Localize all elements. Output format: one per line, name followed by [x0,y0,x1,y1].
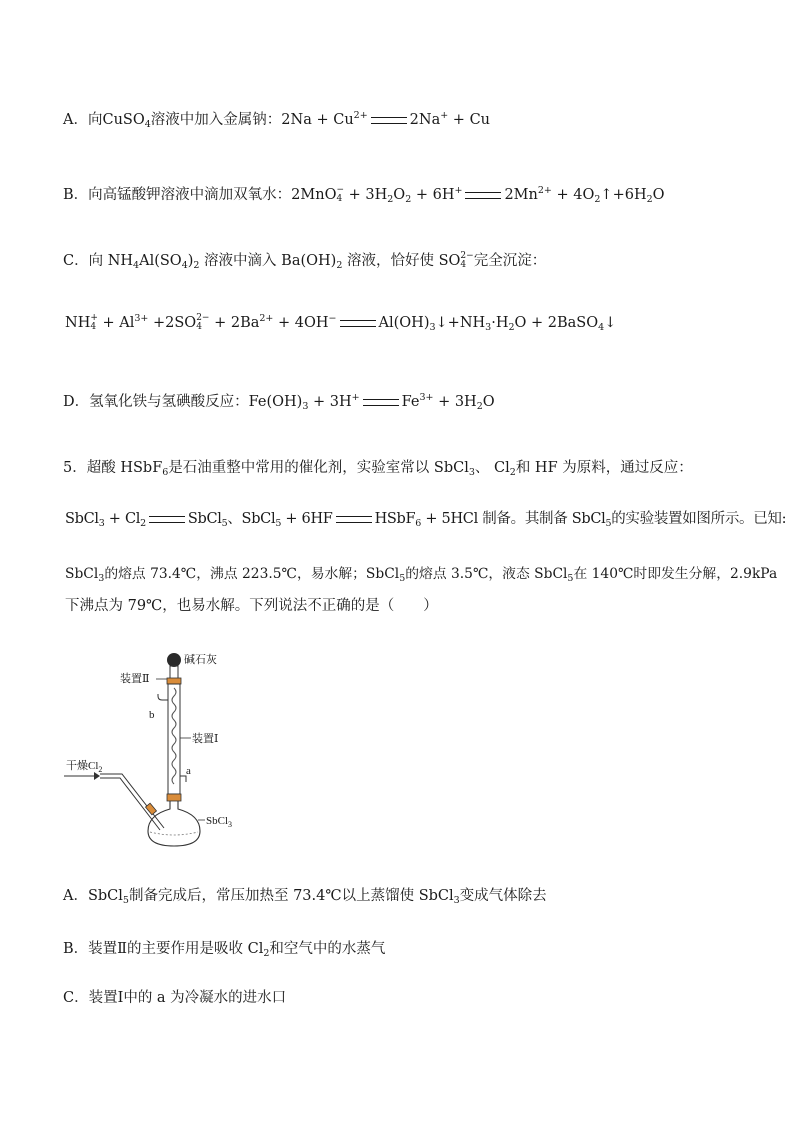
text: C．向 NH [63,253,134,269]
sub: 4 [144,119,151,130]
sub: 3 [468,467,475,478]
sub: 3 [98,518,105,529]
text: ↑+6H [600,187,647,203]
text: 下沸点为 79℃，也易水解。下列说法不正确的是（ ） [65,598,438,614]
text: + Cl [104,511,141,527]
text: D．氢氧化铁与氢碘酸反应：Fe(OH) [63,394,303,410]
text: 溶液中加入金属钠：2Na + Cu [150,112,354,128]
text: A．SbCl [63,888,123,904]
outlet-b [158,694,168,700]
text: + 6HF [281,511,333,527]
sub: 5 [122,895,129,906]
q5-stem-line2 [65,507,786,529]
subsup [336,186,344,204]
sub: 2 [193,260,200,271]
sub: 2 [646,194,653,205]
sub: 5 [399,573,406,584]
option-c-equation [65,313,616,333]
sub: 2 [594,194,601,205]
text: Al(SO [139,253,182,269]
sup: + [440,110,449,121]
sub: 2 [387,194,394,205]
label-sbcl3-sub: 3 [228,820,233,829]
apparatus-svg [64,648,264,848]
sub: 4 [196,322,202,332]
sup: 2− [460,251,474,261]
text: SbCl [187,511,222,527]
sub: 3 [453,895,460,906]
label-dry-cl2 [66,758,102,774]
text: HSbF [374,511,416,527]
apparatus-diagram [64,648,264,848]
text: B．向高锰酸钾溶液中滴加双氧水：2MnO [63,187,337,203]
round-bottom-flask [148,801,200,846]
text: ↓ [604,315,617,331]
text: 的熔点 73.4℃，沸点 223.5℃，易水解；SbCl [104,566,400,582]
text: 和空气中的水蒸气 [269,941,386,957]
sup: 3+ [419,392,434,403]
text: O [652,187,665,203]
condenser-outer [168,684,180,794]
text: 5．超酸 HSbF [63,460,163,476]
subsup [196,314,209,332]
sup: − [328,313,337,324]
text: +2SO [148,315,197,331]
sub: 5 [567,573,574,584]
option-a-q5 [63,884,547,906]
sub: 5 [275,518,282,529]
text: 是石油重整中常用的催化剂，实验室常以 SbCl [168,460,469,476]
option-b-q4 [63,183,665,205]
text: 2Na [409,112,441,128]
sup: + [351,392,360,403]
text: 2Mn [504,187,538,203]
label-device-2: 装置Ⅱ [120,673,150,685]
text: ) [187,253,194,269]
equals-sign [363,399,399,406]
sub: 3 [98,573,105,584]
text: C．装置Ⅰ中的 a 为冷凝水的进水口 [63,990,287,1006]
sup: 3+ [134,313,149,324]
text: 溶液中滴入 Ba(OH) [199,253,337,269]
label-a: a [186,765,191,777]
equals-sign [371,117,407,124]
text: O + 2BaSO [514,315,599,331]
sub: 2 [140,518,146,529]
label-b: b [149,709,155,721]
text: 完全沉淀： [473,253,547,269]
gas-inlet-tube [100,774,164,828]
equals-sign [149,516,185,523]
text: 溶液，恰好使 SO [342,253,461,269]
text: SbCl [65,511,99,527]
condenser-coil [172,688,176,784]
stopper-top [167,678,181,684]
subsup [90,314,98,332]
sub: 4 [336,194,343,204]
text: 变成气体除去 [459,888,547,904]
sub: 6 [162,467,169,478]
text: 在 140℃时即发生分解，2.9kPa [573,566,778,582]
text: 、SbCl [227,511,276,527]
label-sbcl3-main: SbCl [206,815,229,827]
sub: 2 [405,194,412,205]
q5-stem-line4 [65,594,438,615]
label-sbcl3 [206,815,232,829]
option-b-q5 [63,937,385,959]
sub: 5 [221,518,228,529]
sub: 4 [598,322,605,333]
label-dry-cl2-sub: 2 [98,765,103,774]
text: CuSO [102,112,145,128]
sub: 2 [509,467,516,478]
text: SbCl [65,566,99,582]
q5-stem-line1 [63,456,693,478]
sup: 2− [196,313,210,323]
option-a-q4 [63,108,490,130]
equals-sign [336,516,372,523]
sub: 5 [605,518,612,529]
text: O [393,187,406,203]
text: + Al [97,315,135,331]
sub: 3 [485,322,492,333]
text: 、 Cl [474,460,510,476]
label-soda-lime: 碱石灰 [184,654,217,666]
sub: 3 [429,322,436,333]
text: + 6H [411,187,455,203]
text: + 4O [551,187,595,203]
text: + 3H [344,187,388,203]
text: + Cu [448,112,491,128]
label-dry-cl2-main: 干燥Cl [66,760,99,772]
text: 的熔点 3.5℃，液态 SbCl [405,566,568,582]
label-device-1: 装置Ⅰ [192,733,219,745]
text: 的实验装置如图所示。已知: [611,511,787,527]
q5-stem-line3 [65,562,777,584]
text: + 3H [433,394,477,410]
text: + 3H [308,394,352,410]
text: ·H [491,315,509,331]
sup: 2+ [537,185,552,196]
text: + 2Ba [209,315,260,331]
soda-lime-bulb [167,653,181,667]
text: A．向 [63,112,103,128]
text: + 5HCl 制备。其制备 SbCl [421,511,606,527]
sub: 4 [460,260,467,270]
option-d-q4 [63,390,495,412]
equals-sign [465,192,501,199]
liquid-surface [150,832,198,835]
sup: − [336,185,344,195]
text: + 4OH [273,315,329,331]
sub: 4 [90,322,97,332]
sub: 3 [302,401,309,412]
sub: 2 [263,948,270,959]
text: NH [65,315,91,331]
text: B．装置Ⅱ的主要作用是吸收 Cl [63,941,264,957]
text: Fe [401,394,420,410]
sup: 2+ [259,313,274,324]
option-c-q5 [63,986,286,1007]
sub: 2 [476,401,483,412]
sub: 6 [415,518,422,529]
sup: 2+ [353,110,368,121]
option-c-q4 [63,249,546,271]
text: ↓+NH [435,315,486,331]
sup: + [454,185,463,196]
text: Al(OH) [378,315,430,331]
subsup [460,252,473,270]
sub: 2 [508,322,515,333]
sub: 2 [336,260,343,271]
equals-sign [340,320,376,327]
sub: 4 [181,260,188,271]
sub: 4 [133,260,140,271]
sup: + [90,313,98,323]
stopper-neck [167,794,181,801]
text: 制备完成后，常压加热至 73.4℃以上蒸馏使 SbCl [128,888,454,904]
text: 和 HF 为原料，通过反应： [515,460,693,476]
text: O [482,394,495,410]
